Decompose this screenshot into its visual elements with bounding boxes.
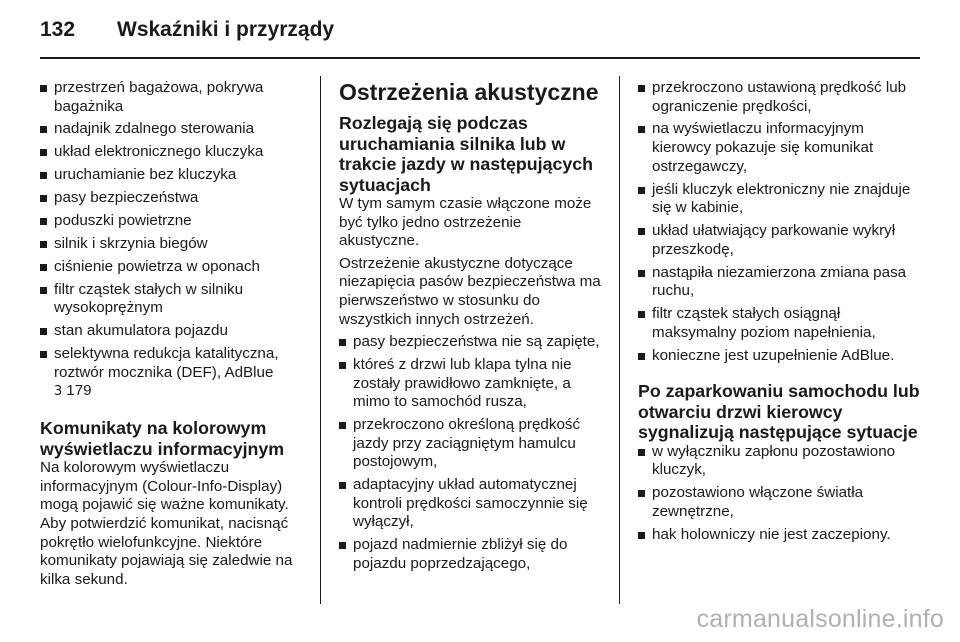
bullet-icon [339,422,346,429]
list-item: przekroczono określoną prędkość jazdy przy zaciągniętym hamulcu postojowym, [339,416,605,472]
section-heading: Po zaparkowaniu samochodu lub otwarciu drzwi kierowcy sygnalizują następujące sytuacje [638,381,920,443]
list-item: stan akumulatora pojazdu [40,322,304,341]
bullet-icon [40,85,47,92]
list-item: przekroczono ustawioną prędkość lub ograniczenie prędkości, [638,79,920,116]
bullet-icon [40,126,47,133]
parking-warnings-list [638,443,920,545]
bullet-icon [638,353,645,360]
column-middle [339,79,605,578]
column-divider [320,76,321,604]
list-item: pozostawiono włączone światła zewnętrzne, [638,484,920,521]
list-item: przestrzeń bagażowa, pokrywa bagażnika [40,79,304,116]
column-right [638,79,920,549]
bullet-icon [638,85,645,92]
list-item: pojazd nadmiernie zbliżył się do pojazdu poprzedzającego, [339,536,605,573]
list-item: w wyłączniku zapłonu pozostawiono kluczyk, [638,443,920,480]
major-heading: Ostrzeżenia akustyczne [339,79,599,105]
bullet-icon [339,339,346,346]
bullet-icon [638,270,645,277]
column-left [40,79,304,589]
warning-sources-list [40,79,304,402]
section-heading: Rozlegają się podczas uruchamiania silnika lub w trakcie jazdy w następujących sytuacjach [339,113,593,195]
list-item: adaptacyjny układ automatycznej kontroli prędkości samoczynnie się wyłączył, [339,476,605,532]
list-item: filtr cząstek stałych osiągnął maksymalny poziom napełnienia, [638,305,920,342]
bullet-icon [638,228,645,235]
column-divider [619,76,620,604]
bullet-icon [638,126,645,133]
list-item: hak holowniczy nie jest zaczepiony. [638,526,920,545]
list-item: któreś z drzwi lub klapa tylna nie zostały prawidłowo zamknięte, a mimo to samochód rusza, [339,356,605,412]
list-item: poduszki powietrzne [40,212,304,231]
list-item: pasy bezpieczeństwa [40,189,304,208]
acoustic-warnings-list-continued [638,79,920,365]
header-rule [40,57,920,59]
bullet-icon [638,187,645,194]
list-item: filtr cząstek stałych w silniku wysokoprężnym [40,281,304,318]
list-item: selektywna redukcja katalityczna, roztwór mocznika (DEF), AdBlue 3 179 [40,345,304,402]
list-item: jeśli kluczyk elektroniczny nie znajduje się w kabinie, [638,181,920,218]
watermark: carmanualsonline.info [696,605,944,633]
bullet-icon [339,482,346,489]
list-item: na wyświetlaczu informacyjnym kierowcy pokazuje się komunikat ostrzegawczy, [638,120,920,176]
bullet-icon [638,449,645,456]
list-item: nadajnik zdalnego sterowania [40,120,304,139]
list-item: uruchamianie bez kluczyka [40,166,304,185]
bullet-icon [40,172,47,179]
bullet-icon [638,490,645,497]
bullet-icon [40,218,47,225]
page-header [0,0,960,62]
bullet-icon [339,362,346,369]
acoustic-warnings-list [339,333,605,573]
list-item: układ ułatwiający parkowanie wykrył przeszkodę, [638,222,920,259]
list-item: pasy bezpieczeństwa nie są zapięte, [339,333,605,352]
page-number: 132 [40,18,76,41]
paragraph: Ostrzeżenie akustyczne dotyczące niezapięcia pasów bezpieczeństwa ma pierwszeństwo w stosunku do wszystkich innych ostrzeżeń. [339,254,601,328]
section-body: Na kolorowym wyświetlaczu informacyjnym (Colour-Info-Display) mogą pojawić się ważne komunikaty. Aby potwierdzić komunikat, nacisnąć pokrętło wielofunkcyjne. Niektóre komunikaty pojawiają się zaledwie na kilka sekund. [40,459,293,588]
page-reference-link[interactable] [54,382,92,399]
section-heading: Komunikaty na kolorowym wyświetlaczu informacyjnym [40,418,285,459]
paragraph: W tym samym czasie włączone może być tylko jedno ostrzeżenie akustyczne. [339,195,592,250]
list-item: konieczne jest uzupełnienie AdBlue. [638,347,920,366]
page-title: Wskaźniki i przyrządy [117,18,335,41]
bullet-icon [40,241,47,248]
bullet-icon [40,264,47,271]
list-item: silnik i skrzynia biegów [40,235,304,254]
bullet-icon [40,195,47,202]
bullet-icon [40,351,47,358]
bullet-icon [339,542,346,549]
page-reference-number: 179 [66,382,92,400]
bullet-icon [638,311,645,318]
list-item: układ elektronicznego kluczyka [40,143,304,162]
bullet-icon [40,149,47,156]
bullet-icon [40,287,47,294]
list-item: nastąpiła niezamierzona zmiana pasa ruchu, [638,264,920,301]
bullet-icon [40,328,47,335]
bullet-icon [638,532,645,539]
list-item: ciśnienie powietrza w oponach [40,258,304,277]
page-reference-arrow-icon: 3 [54,384,63,400]
